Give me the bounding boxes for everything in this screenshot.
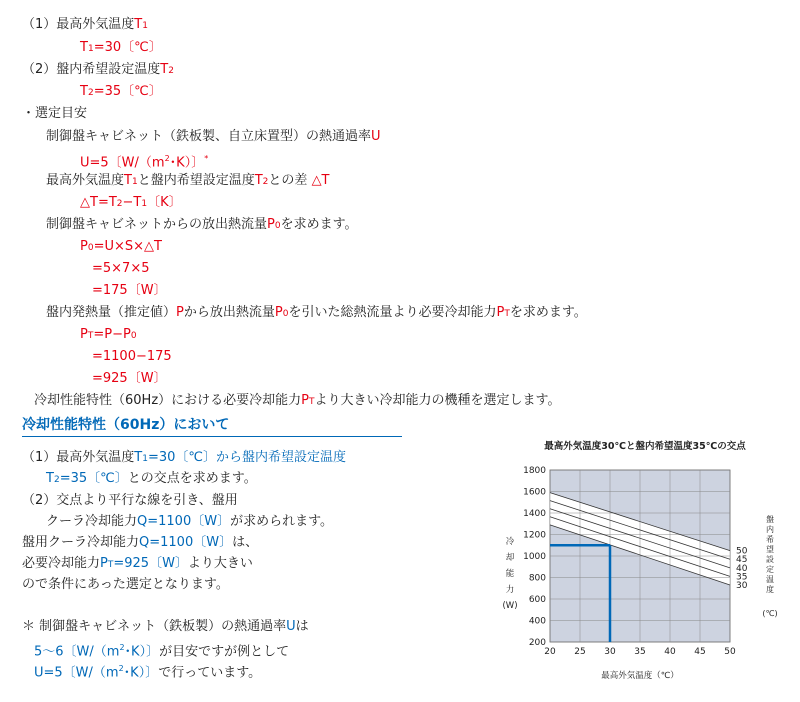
x-tick-label: 35 [634, 647, 646, 657]
pt-desc-a: 盤内発熱量（推定値） [46, 305, 177, 320]
dt-eq-sub1: 1 [141, 199, 148, 209]
s1-t: T [134, 450, 143, 465]
pt-pt: P [496, 305, 505, 320]
pt-description [46, 305, 587, 322]
s3-c: は、 [232, 535, 259, 550]
note-3b: ･K）〕 [123, 665, 159, 681]
s2b-q: Q [137, 514, 148, 529]
s1b-t: T [46, 471, 54, 486]
t1-subscript: 1 [142, 21, 148, 31]
pt-eq-sub0: 0 [130, 331, 137, 341]
y-tick-label: 1200 [523, 530, 546, 541]
x-tick-label: 20 [544, 647, 556, 657]
p0-eq-a: P [80, 239, 88, 254]
t1-symbol: T [80, 40, 88, 55]
conclusion [34, 393, 560, 410]
dt-eq-c: 〔K〕 [147, 195, 182, 210]
y-axis-label: 力 [505, 585, 515, 595]
note-3c: で行っています。 [158, 665, 262, 681]
t2-symbol: T [160, 62, 169, 77]
pt-eq-sub: T [87, 331, 94, 341]
s3-a: 盤用クーラ冷却能力 [22, 535, 140, 550]
u-symbol: U [371, 129, 381, 144]
x-tick-label: 45 [694, 647, 706, 657]
u-eq-b: ･K）〕 [169, 155, 205, 171]
pt-desc-c: を引いた総熱流量より必要冷却能力 [288, 305, 497, 320]
note-line2 [34, 640, 289, 660]
right-axis-unit: (℃) [762, 609, 778, 618]
pt-calc1: =1100−175 [92, 349, 172, 364]
y-axis-label: 却 [505, 553, 515, 563]
cooling-performance-chart [490, 436, 800, 696]
t1-subscript: 1 [87, 44, 94, 54]
step1b [46, 471, 257, 488]
dt-t1: T [124, 173, 132, 188]
conclusion-p: P [301, 393, 309, 408]
u-eq-sup: 2 [164, 154, 170, 163]
t1-symbol: T [134, 17, 143, 32]
p0-desc: 制御盤キャビネットからの放出熱流量 [46, 217, 268, 232]
x-tick-label: 25 [574, 647, 586, 657]
right-axis-label: 望 [766, 545, 774, 554]
p0-description [46, 217, 358, 234]
step5: ので条件にあった選定となります。 [22, 577, 229, 592]
right-axis-label: 温 [766, 575, 774, 584]
section-divider [22, 436, 402, 437]
conclusion-b: より大きい冷却能力の機種を選定します。 [314, 393, 561, 408]
s4-b: =925〔W〕 [113, 556, 188, 571]
pt-equation [80, 327, 137, 344]
pt-pt-sub: T [504, 309, 510, 319]
guide-heading: ・選定目安 [22, 106, 88, 121]
series-label: 50 [736, 546, 748, 557]
t1-value: =30〔℃〕 [93, 40, 162, 55]
s3-q: Q [139, 535, 150, 550]
series-label: 40 [736, 563, 748, 574]
note-2a: 5〜6〔W/（m [34, 644, 120, 660]
right-axis-label: 内 [766, 525, 774, 534]
y-tick-label: 400 [528, 616, 546, 627]
s1-sub: 1 [142, 454, 148, 464]
x-tick-label: 30 [604, 647, 616, 657]
s4-a: 必要冷却能力 [22, 556, 101, 571]
t2-subscript: 2 [87, 88, 94, 98]
s4-p: P [100, 556, 108, 571]
y-tick-label: 1000 [523, 552, 546, 562]
step2: （2）交点より平行な線を引き、盤用 [22, 493, 238, 508]
s1b-sub: 2 [53, 475, 60, 485]
t2-value-line [80, 84, 162, 101]
y-tick-label: 1600 [523, 487, 546, 498]
step2b [46, 514, 333, 530]
u-desc-text: 制御盤キャビネット（鉄板製、自立床置型）の熱通過率 [46, 129, 372, 144]
dt-c: との差 [268, 173, 308, 188]
y-tick-label: 1400 [523, 509, 546, 519]
right-axis-label: 盤 [766, 515, 774, 524]
step4 [22, 556, 253, 573]
u-equation [80, 151, 208, 171]
dt-t1-sub: 1 [131, 177, 138, 187]
item2-line [22, 62, 174, 79]
y-tick-label: 600 [528, 595, 546, 605]
pt-p0: P [274, 305, 283, 320]
dt-eq-a: △T=T [80, 195, 117, 210]
p0-equation [80, 239, 162, 256]
dt-symbol: △T [311, 173, 330, 188]
note-line3 [34, 661, 261, 681]
y-axis-label: (W) [502, 601, 518, 611]
chart-title: 最高外気温度30℃と盤内希望温度35℃の交点 [544, 441, 746, 452]
dt-eq-sub2: 2 [116, 199, 123, 209]
section-title: 冷却性能特性（60Hz）において [22, 417, 230, 433]
y-tick-label: 800 [528, 573, 546, 584]
y-tick-label: 200 [528, 638, 546, 648]
s2b-b: =1100〔W〕 [147, 514, 231, 529]
note-1b: は [295, 619, 309, 634]
series-label: 30 [736, 581, 748, 592]
conclusion-a: 冷却性能特性（60Hz）における必要冷却能力 [34, 393, 302, 408]
t2-symbol: T [80, 84, 88, 99]
p0-sub: 0 [274, 221, 281, 231]
p0-eq-sub: 0 [87, 243, 94, 253]
note-3a: U=5〔W/（m [34, 665, 119, 681]
s2b-a: クーラ冷却能力 [46, 514, 138, 529]
s1-a: （1）最高外気温度 [22, 450, 135, 465]
series-label: 45 [736, 555, 748, 566]
dt-description [46, 173, 330, 190]
p0-calc1: =5×7×5 [92, 261, 150, 276]
pt-desc-d: を求めます。 [509, 305, 587, 320]
t2-subscript: 2 [168, 66, 174, 76]
s1b-b: との交点を求めます。 [127, 471, 257, 486]
dt-eq-b: −T [122, 195, 142, 210]
p0-desc-end: を求めます。 [280, 217, 358, 232]
s1b-a: =35〔℃〕 [59, 471, 128, 486]
s4-c: より大きい [187, 556, 253, 571]
dt-equation [80, 195, 182, 212]
dt-a: 最高外気温度 [46, 173, 125, 188]
pt-p0-sub: 0 [282, 309, 289, 319]
item2-label: （2）盤内希望設定温度 [22, 62, 161, 77]
item1-label: （1）最高外気温度 [22, 17, 135, 32]
s1-b: =30〔℃〕から盤内希望設定温度 [147, 450, 347, 465]
note-2sup: 2 [119, 643, 125, 652]
s3-b: =1100〔W〕 [149, 535, 233, 550]
series-label: 35 [736, 572, 748, 583]
conclusion-sub: T [309, 397, 315, 407]
right-axis-label: 定 [766, 565, 774, 574]
pt-eq-b: =P−P [93, 327, 131, 342]
u-description [46, 129, 381, 145]
right-axis-label: 設 [766, 555, 774, 564]
u-eq-star: * [204, 154, 209, 163]
p0-calc2: =175〔W〕 [92, 283, 167, 298]
note-1u: U [286, 619, 296, 634]
y-axis-label: 能 [505, 569, 515, 579]
step1 [22, 450, 346, 467]
t1-value-line [80, 40, 162, 57]
x-tick-label: 40 [664, 647, 676, 657]
x-axis-label: 最高外気温度（℃） [601, 671, 679, 681]
note-2b: ･K）〕 [124, 644, 160, 660]
right-axis-label: 希 [766, 535, 774, 544]
step3 [22, 535, 258, 551]
u-eq-a: U=5〔W/（m [80, 155, 165, 171]
note-2c: が目安ですが例として [159, 644, 290, 660]
t2-value: =35〔℃〕 [93, 84, 162, 99]
dt-t2-sub: 2 [262, 177, 269, 187]
pt-p: P [176, 305, 184, 320]
pt-calc2: =925〔W〕 [92, 371, 167, 386]
note-3sup: 2 [118, 664, 124, 673]
note-line1 [22, 619, 309, 635]
dt-t2: T [254, 173, 263, 188]
right-axis-label: 度 [766, 585, 774, 594]
item1-line [22, 17, 148, 34]
note-1a: ＊ 制御盤キャビネット（鉄板製）の熱通過率 [22, 619, 287, 634]
dt-b: と盤内希望設定温度 [137, 173, 255, 188]
p0-eq-b: =U×S×△T [93, 239, 162, 254]
pt-desc-b: から放出熱流量 [183, 305, 275, 320]
s2b-c: が求められます。 [230, 514, 334, 529]
y-axis-label: 冷 [505, 537, 515, 547]
x-tick-label: 50 [724, 647, 736, 657]
y-tick-label: 1800 [523, 466, 546, 476]
p0-sym: P [267, 217, 275, 232]
s4-sub: T [107, 560, 114, 570]
pt-eq-a: P [80, 327, 88, 342]
